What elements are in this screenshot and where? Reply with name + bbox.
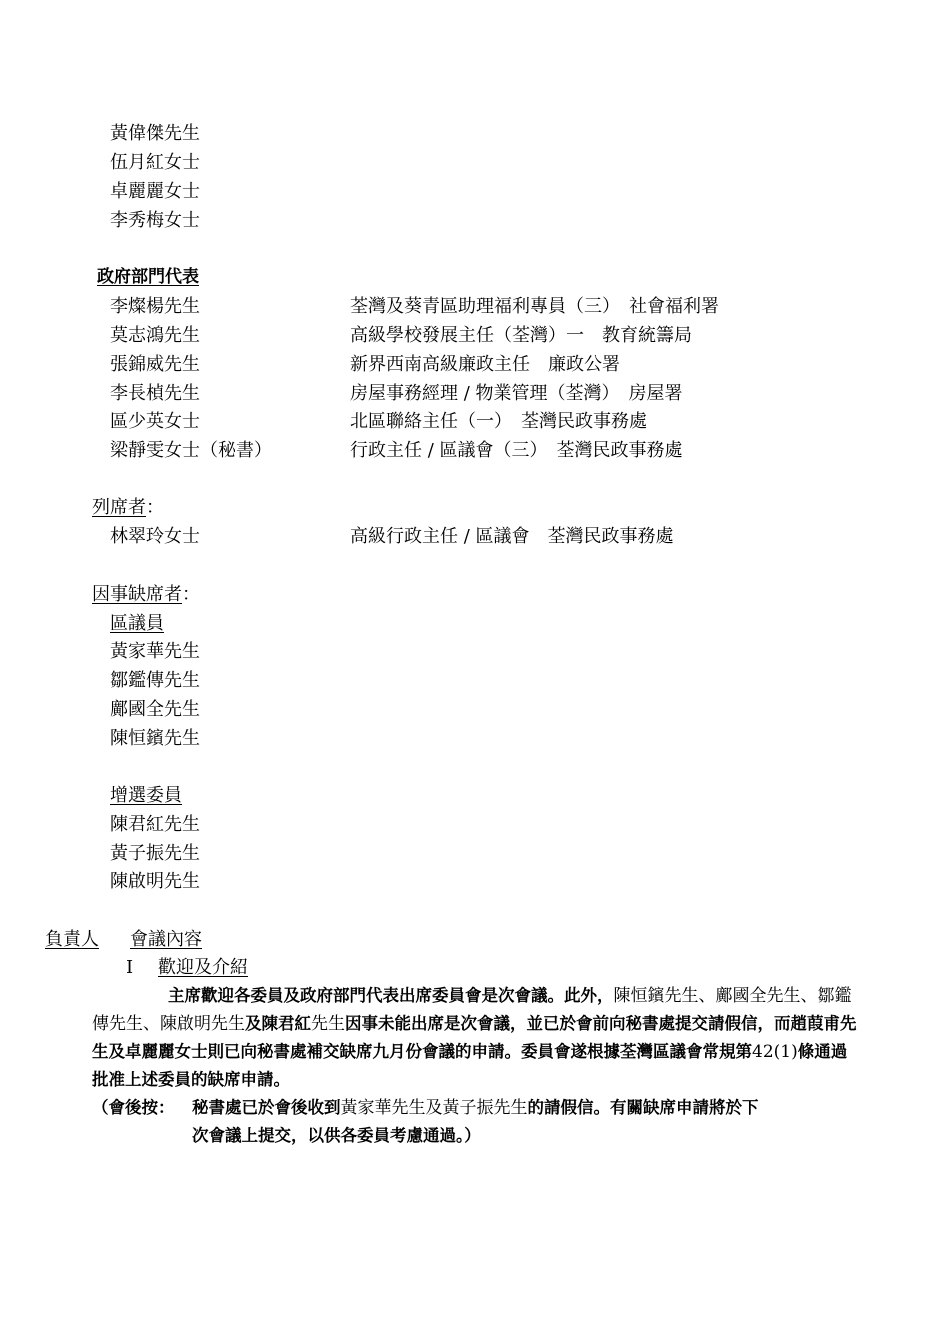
attendance-heading-colon: ：	[146, 497, 164, 518]
gov-rep-post: 新界西南高級廉政主任 廉政公署	[350, 354, 620, 375]
gov-rep-name: 莫志鴻先生	[110, 325, 200, 346]
member-name: 李秀梅女士	[110, 210, 200, 231]
item-number: I	[126, 957, 134, 978]
absent-councillor: 黃家華先生	[110, 641, 200, 662]
attendance-heading	[92, 496, 164, 520]
paragraph-text: 因事未能出席是次會議，並已於會前向秘書處提交請假信，而趙葭甫先生及卓麗麗女士則已向秘書處補交缺席九月份會議的申請。委員會遂根據荃灣區議會常規第	[92, 1014, 857, 1061]
note-names: 黃家華先生及黃子振先生	[340, 1098, 528, 1118]
absent-councillor: 鄒鑑傳先生	[110, 670, 200, 691]
absent-coopted-member: 陳啟明先生	[110, 871, 200, 892]
gov-rep-name: 李燦楊先生	[110, 296, 200, 317]
absent-heading-text: 因事缺席者	[92, 584, 182, 605]
paragraph-text: 主席歡迎各委員及政府部門代表出席委員會是次會議。此外，	[168, 986, 614, 1005]
paragraph-names: 陳恒鑌先生、鄺國全先生、鄒鑑傳先生、陳啟明先生	[92, 986, 852, 1034]
note-text: 的請假信。有關缺席申請將於下	[527, 1098, 759, 1117]
item-title: 歡迎及介紹	[158, 957, 248, 978]
member-name: 黃偉傑先生	[110, 123, 200, 144]
absent-heading-colon: ：	[182, 584, 200, 605]
responsible-column-header: 負責人	[45, 929, 99, 950]
paragraph-text: 條通過批准上述委員的缺席申請。	[92, 1042, 848, 1089]
welcome-paragraph	[92, 982, 862, 1094]
note-text: 秘書處已於會後收到	[192, 1098, 341, 1117]
member-name: 卓麗麗女士	[110, 181, 200, 202]
absent-heading	[92, 583, 200, 607]
attendee-name: 林翠玲女士	[110, 526, 200, 547]
attendance-heading-text: 列席者	[92, 497, 146, 518]
absent-councillor: 鄺國全先生	[110, 699, 200, 720]
paragraph-rule-number: 42(1)	[752, 1042, 798, 1062]
gov-rep-post: 行政主任 / 區議會（三） 荃灣民政事務處	[350, 440, 683, 461]
attendee-post: 高級行政主任 / 區議會 荃灣民政事務處	[350, 526, 674, 547]
gov-rep-post: 荃灣及葵青區助理福利專員（三） 社會福利署	[350, 296, 719, 317]
gov-rep-post: 房屋事務經理 / 物業管理（荃灣） 房屋署	[350, 383, 683, 404]
note-text: 次會議上提交，以供各委員考慮通過。）	[192, 1126, 481, 1145]
gov-rep-name: 李長楨先生	[110, 383, 200, 404]
absent-coopted-member: 陳君紅先生	[110, 814, 200, 835]
content-column-header: 會議內容	[130, 929, 202, 950]
coopted-subheading: 增選委員	[110, 785, 182, 806]
absent-councillor: 陳恒鑌先生	[110, 728, 200, 749]
councillors-subheading: 區議員	[110, 613, 164, 634]
paragraph-names: 先生	[311, 1014, 345, 1034]
gov-rep-name: 張錦威先生	[110, 354, 200, 375]
gov-rep-post: 高級學校發展主任（荃灣）一 教育統籌局	[350, 325, 692, 346]
gov-rep-name: 梁靜雯女士（秘書）	[110, 440, 272, 461]
gov-reps-heading: 政府部門代表	[97, 267, 199, 287]
member-name: 伍月紅女士	[110, 152, 200, 173]
note-prefix: （會後按：	[92, 1098, 175, 1117]
post-meeting-note	[192, 1094, 872, 1150]
absent-coopted-member: 黃子振先生	[110, 843, 200, 864]
gov-rep-post: 北區聯絡主任（一） 荃灣民政事務處	[350, 411, 647, 432]
gov-rep-name: 區少英女士	[110, 411, 200, 432]
paragraph-text: 及陳君紅	[245, 1014, 311, 1033]
